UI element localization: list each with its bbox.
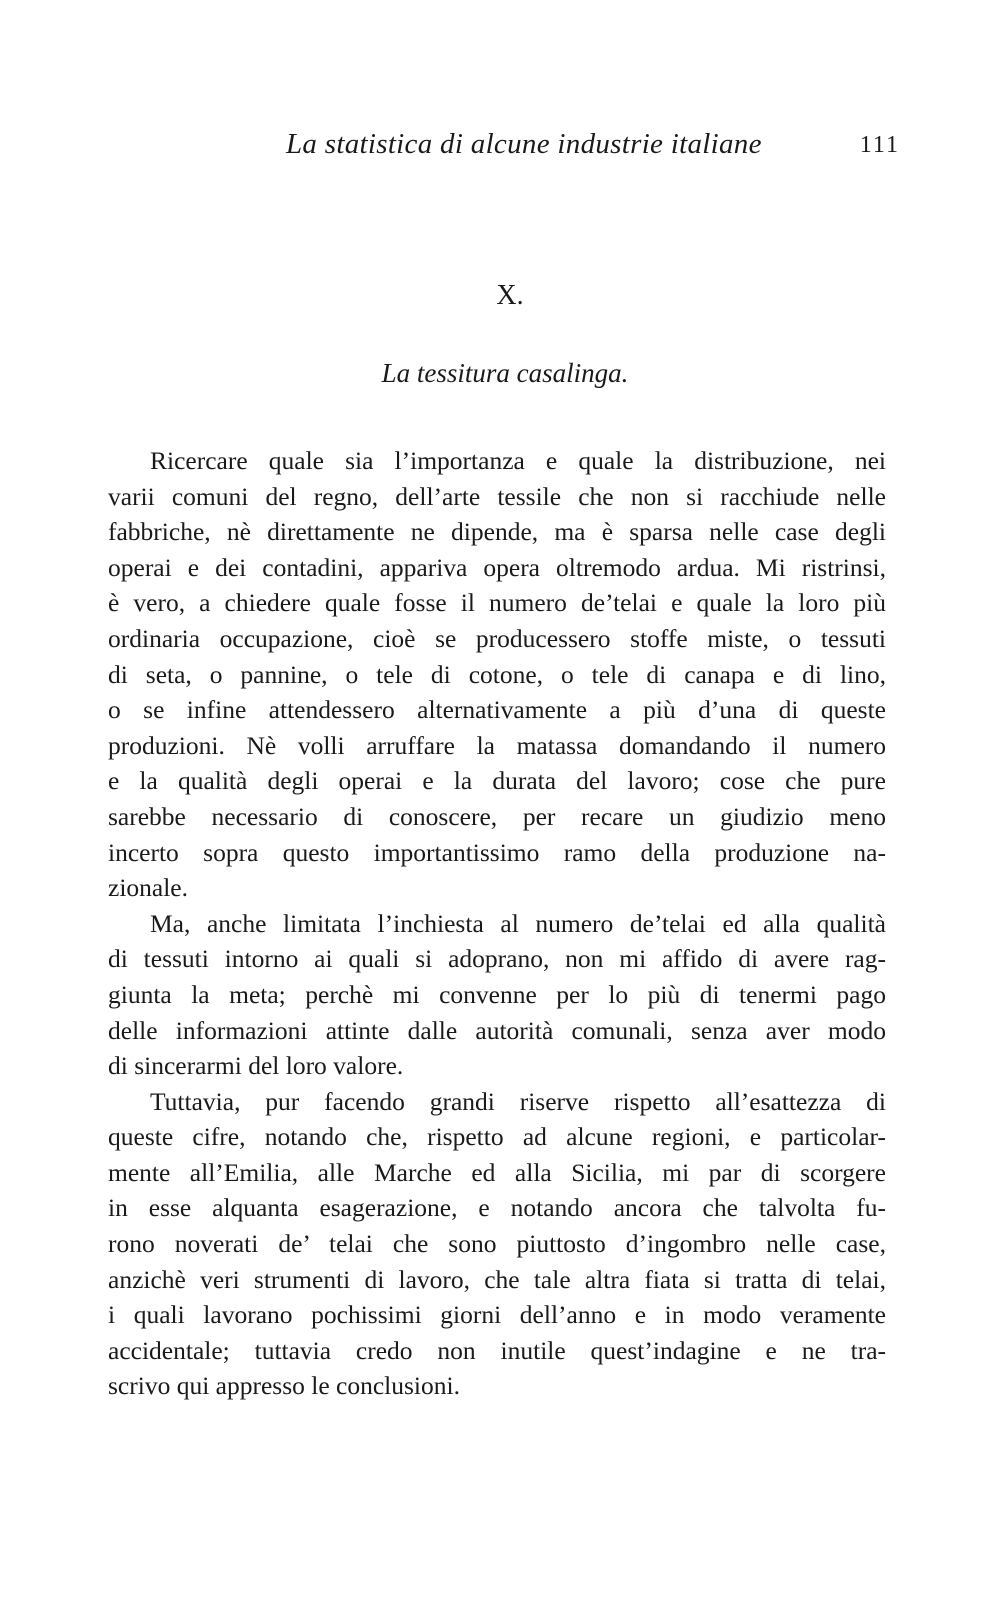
text-line: i quali lavorano pochissimi giorni dell’anno e in modo veramente <box>108 1300 886 1330</box>
page-number: 111 <box>859 132 900 158</box>
text-line: ordinaria occupazione, cioè se producessero stoffe miste, o tessuti <box>108 623 886 653</box>
text-line: o se infine attendessero alternativamente a più d’una di queste <box>108 695 886 725</box>
section-number: X. <box>496 280 524 311</box>
text-line: anzichè veri strumenti di lavoro, che tale altra fiata si tratta di telai, <box>108 1264 886 1294</box>
running-head <box>110 128 910 168</box>
text-line: di tessuti intorno ai quali si adoprano, non mi affido di avere rag- <box>108 944 886 974</box>
text-line: zionale. <box>108 873 188 903</box>
body-text <box>108 443 886 1404</box>
text-line: è vero, a chiedere quale fosse il numero de’telai e quale la loro più <box>108 588 886 618</box>
text-line: queste cifre, notando che, rispetto ad alcune regioni, e particolar- <box>108 1122 886 1152</box>
paragraph <box>108 1084 886 1404</box>
text-line: varii comuni del regno, dell’arte tessile che non si racchiude nelle <box>108 481 886 511</box>
section-title: La tessitura casalinga. <box>381 358 629 388</box>
text-line: rono noverati de’ telai che sono piuttosto d’ingombro nelle case, <box>108 1229 886 1259</box>
text-line: fabbriche, nè direttamente ne dipende, ma è sparsa nelle case degli <box>108 517 886 547</box>
text-line: e la qualità degli operai e la durata del lavoro; cose che pure <box>108 766 886 796</box>
running-title: La statistica di alcune industrie italiane <box>286 128 762 160</box>
text-line: in esse alquanta esagerazione, e notando ancora che talvolta fu- <box>108 1193 886 1223</box>
text-line: incerto sopra questo importantissimo ramo della produzione na- <box>108 837 886 867</box>
text-line: mente all’Emilia, alle Marche ed alla Sicilia, mi par di scorgere <box>108 1157 886 1187</box>
text-line: giunta la meta; perchè mi convenne per lo più di tenermi pago <box>108 979 886 1009</box>
text-line: Tuttavia, pur facendo grandi riserve rispetto all’esattezza di <box>150 1086 886 1116</box>
text-line: di sincerarmi del loro valore. <box>108 1051 404 1081</box>
text-line: produzioni. Nè volli arruffare la matassa domandando il numero <box>108 730 886 760</box>
text-line: sarebbe necessario di conoscere, per recare un giudizio meno <box>108 801 886 831</box>
text-line: operai e dei contadini, appariva opera oltremodo ardua. Mi ristrinsi, <box>108 552 886 582</box>
text-line: di seta, o pannine, o tele di cotone, o tele di canapa e di lino, <box>108 659 886 689</box>
text-line: accidentale; tuttavia credo non inutile quest’indagine e ne tra- <box>108 1335 886 1365</box>
paragraph <box>108 443 886 906</box>
text-line: Ricercare quale sia l’importanza e quale la distribuzione, nei <box>150 446 886 475</box>
text-line: Ma, anche limitata l’inchiesta al numero de’telai ed alla qualità <box>150 908 886 938</box>
text-line: delle informazioni attinte dalle autorità comunali, senza aver modo <box>108 1015 886 1045</box>
paragraph <box>108 906 886 1084</box>
text-line: scrivo qui appresso le conclusioni. <box>108 1371 460 1401</box>
